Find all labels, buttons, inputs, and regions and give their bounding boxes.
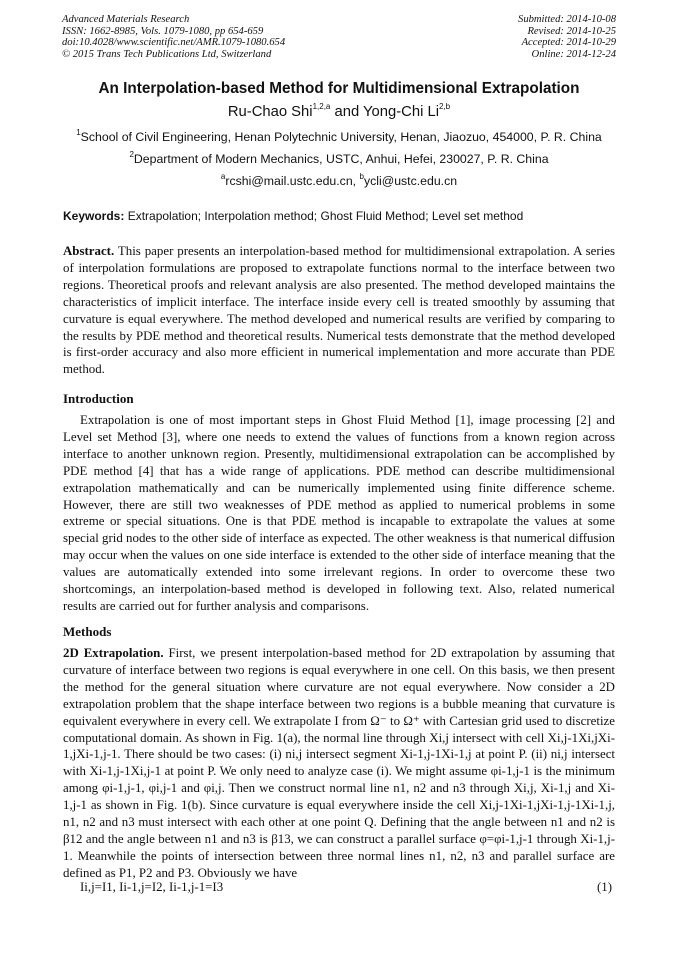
email-b: ycli@ustc.edu.cn [363, 174, 458, 188]
introduction-heading: Introduction [63, 391, 134, 406]
date-accepted: Accepted: 2014-10-29 [521, 37, 616, 49]
email-a: rcshi@mail.ustc.edu.cn, [225, 174, 360, 188]
email-a-superscript: a [220, 172, 226, 181]
affiliation-2 [0, 152, 678, 166]
journal-copyright: © 2015 Trans Tech Publications Ltd, Switzerland [62, 48, 272, 60]
affiliation-1-text: School of Civil Engineering, Henan Polytechnic University, Henan, Jiaozuo, 454000, P. R. China [80, 130, 602, 144]
abstract [63, 243, 615, 378]
methods-text: First, we present interpolation-based method for 2D extrapolation by assuming that curvature of interface between two regions is equal everywhere in one cell. On this basis, we then present the method for the general situation where curvature are not equal everywhere. Now consider a 2D extrapolation problem that the shape interface between two regions is a bubble meaning that curvature is equivalent everywhere in every cell. We extrapolate I from Ω⁻ to Ω⁺ with Cartesian grid used to discretize computational domain. As shown in Fig. 1(a), the normal line through Xi,j intersect with cell Xi,j-1Xi,jXi-1,jXi-1,j-1. There should be two cases: (i) ni,j intersect segment Xi-1,j-1Xi-1,j at point P. (ii) ni,j intersect with Xi-1,j-1Xi,j-1 at point P. We only need to analyze case (i). We might assume φi-1,j-1 is the minimum among φi-1,j-1, φi,j-1 and φi,j. Then we construct normal line n1, n2 and n3 through Xi,j, Xi-1,j and Xi-1,j-1 as shown in Fig. 1(b). Since curvature is equal everywhere inside the cell Xi,j-1Xi-1,jXi-1,j-1Xi-1,j, n1, n2 and n3 must intersect with each other at one point Q. Defining that the angle between n1 and n2 is β12 and the angle between n1 and n3 is β13, we can construct a parallel surface φ=φi-1,j-1 through Xi-1,j-1. Meanwhile the points of intersection between three normal lines n1, n2, n3 and parallel surface are defined as P1, P2 and P3. Obviously we have [63, 646, 615, 880]
abstract-paragraph [63, 243, 615, 378]
date-revised: Revised: 2014-10-25 [527, 25, 616, 37]
methods-lead: 2D Extrapolation. [63, 646, 164, 660]
methods-body [63, 645, 615, 882]
abstract-text: This paper presents an interpolation-based method for multidimensional extrapolation. A series of interpolation formulations are proposed to extrapolate functions normal to the interface between two regions. Theoretical proofs and relevant analysis are also presented. The method developed maintains the characteristics of implicit interface. The interface inside every cell is treated smoothly by assuming that curvature is equal everywhere. The method developed and numerical results are verified by comparing to the results by PDE method and theoretical results. Numerical tests demonstrate that the method developed is first-order accuracy and also more efficient in numerical implementation and more accurate than PDE method. [63, 244, 615, 377]
equation-1-number: (1) [596, 880, 612, 894]
keywords-label: Keywords: [63, 209, 125, 223]
author-1: Ru-Chao Shi [227, 104, 313, 120]
journal-name: Advanced Materials Research [62, 14, 190, 25]
author-emails [0, 174, 678, 188]
author-conjunction: and [330, 104, 364, 120]
affiliation-1-superscript: 1 [76, 128, 81, 137]
journal-issn: ISSN: 1662-8985, Vols. 1079-1080, pp 654-659 [62, 25, 264, 37]
submission-dates [518, 14, 616, 60]
introduction-body [63, 412, 615, 615]
author-line [0, 104, 678, 120]
abstract-label: Abstract. [63, 244, 115, 258]
journal-doi: doi:10.4028/www.scientific.net/AMR.1079-1080.654 [62, 37, 286, 49]
methods-heading: Methods [63, 624, 112, 639]
date-online: Online: 2014-12-24 [531, 48, 616, 60]
equation-1: Ii,j=I1, Ii-1,j=I2, Ii-1,j-1=I3 [80, 880, 224, 894]
introduction-paragraph: Extrapolation is one of most important steps in Ghost Fluid Method [1], image processing [2] and Level set Method [3], where one needs to extend the values of functions from a known region across interface to another unknown region. Presently, multidimensional extrapolation can be accomplished by PDE method [4] that has a wide range of applications. PDE method can describe multidimensional extrapolation mathematically and can be numerically implemented using finite difference scheme. However, there are still two weaknesses of PDE method as applied to numerical problems in some extreme or special situations. One is that PDE method is incapable to extrapolate the values at some special grid nodes to the other side of interface as expected. The other weakness is that numerical diffusion may occur when the values on one side interface is extended to the other side of interface meaning that the values are automatically extended into some irrelevant regions. In order to overcome these two shortcomings, an interpolation-based method is developed in following text. Also, related numerical results are carried out for further analysis and comparisons. [63, 413, 615, 613]
email-b-superscript: b [359, 172, 364, 181]
keywords-text: Extrapolation; Interpolation method; Ghost Fluid Method; Level set method [124, 209, 524, 223]
affiliation-2-superscript: 2 [129, 150, 134, 159]
author-1-superscript: 1,2,a [312, 102, 331, 111]
affiliation-2-text: Department of Modern Mechanics, USTC, Anhui, Hefei, 230027, P. R. China [133, 152, 549, 166]
methods-paragraph [63, 645, 615, 882]
author-2: Yong-Chi Li [363, 104, 439, 120]
paper-title: An Interpolation-based Method for Multidimensional Extrapolation [98, 80, 580, 97]
author-2-superscript: 2,b [439, 102, 451, 111]
affiliation-1 [0, 130, 678, 144]
keywords [63, 209, 523, 223]
date-submitted: Submitted: 2014-10-08 [518, 14, 616, 25]
journal-info [62, 14, 285, 60]
